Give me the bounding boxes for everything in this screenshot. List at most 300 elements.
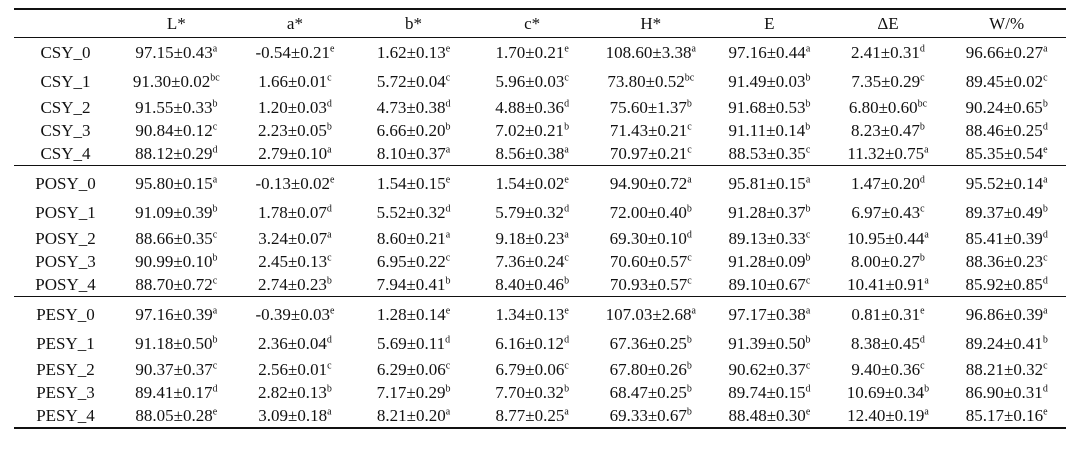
header-cell-e: E — [710, 9, 829, 38]
cell-value: 91.28±0.37 — [728, 203, 806, 222]
significance-letter: c — [1043, 72, 1048, 84]
significance-letter: d — [326, 203, 332, 215]
significance-letter: c — [212, 120, 218, 132]
cell-value: 3.09±0.18 — [258, 405, 328, 425]
cell-value: 5.52±0.32 — [376, 203, 446, 222]
cell-value: 96.86±0.39 — [965, 305, 1044, 324]
cell-value: 9.40±0.36 — [851, 359, 921, 379]
cell-value: -0.39±0.03 — [255, 305, 330, 324]
table-cell — [354, 273, 473, 297]
table-cell — [473, 330, 592, 358]
row-label: PESY_1 — [36, 334, 95, 353]
cell-value: 6.16±0.12 — [495, 334, 565, 353]
table-row — [14, 96, 1066, 119]
table-row — [14, 142, 1066, 166]
cell-value: 67.36±0.25 — [609, 334, 687, 353]
table-cell — [710, 297, 829, 331]
significance-letter: c — [920, 359, 925, 371]
significance-letter: a — [924, 228, 929, 240]
significance-letter: b — [564, 120, 570, 132]
significance-letter: b — [805, 334, 811, 346]
significance-letter: a — [924, 143, 929, 155]
cell-value: 68.47±0.25 — [609, 382, 687, 402]
cell-value: 88.46±0.25 — [965, 120, 1043, 140]
significance-letter: e — [445, 305, 451, 317]
significance-letter: c — [687, 274, 692, 286]
table-row — [14, 166, 1066, 200]
significance-letter: b — [805, 203, 811, 215]
significance-letter: c — [445, 251, 451, 263]
cell-value: 8.60±0.21 — [376, 228, 446, 248]
table-cell — [829, 358, 948, 381]
table-cell — [591, 119, 710, 142]
cell-value: 5.69±0.11 — [376, 334, 446, 353]
significance-letter: b — [445, 120, 451, 132]
table-cell — [236, 96, 355, 119]
cell-value: 97.16±0.44 — [728, 43, 806, 62]
cell-value: 1.62±0.13 — [376, 43, 446, 62]
significance-letter: b — [686, 382, 692, 394]
cell-value: 2.56±0.01 — [258, 359, 328, 379]
cell-value: 91.28±0.09 — [728, 251, 806, 271]
cell-value: 97.16±0.39 — [135, 305, 213, 324]
row-label: PESY_0 — [36, 305, 95, 324]
cell-value: 12.40±0.19 — [847, 405, 925, 425]
table-cell — [710, 68, 829, 96]
table-cell — [473, 404, 592, 428]
table-cell — [117, 68, 236, 96]
cell-value: 86.90±0.31 — [965, 382, 1043, 402]
significance-letter: c — [327, 359, 332, 371]
significance-letter: c — [445, 72, 451, 84]
cell-value: 70.97±0.21 — [609, 143, 688, 163]
significance-letter: a — [805, 43, 811, 55]
cell-value: 91.11±0.14 — [728, 120, 806, 140]
significance-letter: d — [212, 382, 218, 394]
cell-value: 85.41±0.39 — [965, 228, 1043, 248]
cell-value: 88.48±0.30 — [728, 405, 806, 425]
cell-value: 95.80±0.15 — [135, 174, 213, 193]
row-label: POSY_0 — [35, 174, 96, 193]
header-cell-delta-e: ΔE — [829, 9, 948, 38]
cell-value: 71.43±0.21 — [609, 120, 688, 140]
cell-value: 72.00±0.40 — [609, 203, 687, 222]
header-row — [14, 9, 1066, 38]
cell-value: 5.96±0.03 — [495, 72, 565, 91]
significance-letter: a — [805, 174, 811, 186]
significance-letter: c — [805, 228, 811, 240]
table-cell — [354, 358, 473, 381]
cell-value: 91.09±0.39 — [135, 203, 213, 222]
significance-letter: d — [564, 97, 570, 109]
table-cell — [829, 381, 948, 404]
table-header — [14, 9, 1066, 38]
cell-value: 94.90±0.72 — [609, 174, 688, 193]
table-cell — [236, 358, 355, 381]
significance-letter: e — [329, 305, 335, 317]
row-label: POSY_2 — [35, 228, 96, 248]
significance-letter: d — [326, 97, 332, 109]
cell-value: 8.38±0.45 — [851, 334, 920, 353]
table-cell — [117, 358, 236, 381]
significance-letter: e — [564, 43, 569, 55]
significance-letter: b — [326, 382, 332, 394]
cell-value: 89.13±0.33 — [728, 228, 806, 248]
table-cell — [829, 166, 948, 200]
table-cell — [829, 199, 948, 227]
row-label: CSY_3 — [40, 120, 91, 140]
table-cell — [947, 273, 1066, 297]
table-cell — [947, 297, 1066, 331]
significance-letter: e — [1043, 143, 1048, 155]
table-cell — [710, 250, 829, 273]
table-cell — [117, 250, 236, 273]
cell-value: 91.18±0.50 — [135, 334, 213, 353]
significance-letter: a — [1043, 174, 1048, 186]
significance-letter: a — [445, 405, 451, 417]
table-cell — [473, 38, 592, 69]
table-cell — [947, 38, 1066, 69]
significance-letter: a — [924, 405, 929, 417]
table-row — [14, 297, 1066, 331]
significance-letter: d — [445, 334, 451, 346]
table-cell — [236, 68, 355, 96]
table-cell — [947, 250, 1066, 273]
significance-letter: e — [564, 174, 569, 186]
table-cell — [117, 227, 236, 250]
header-cell-h: H* — [591, 9, 710, 38]
significance-letter: b — [212, 203, 218, 215]
table-cell — [354, 330, 473, 358]
cell-value: 70.93±0.57 — [609, 274, 688, 294]
cell-value: 2.41±0.31 — [851, 43, 920, 62]
table-cell — [829, 250, 948, 273]
cell-value: 4.88±0.36 — [495, 97, 565, 117]
cell-value: 5.72±0.04 — [376, 72, 446, 91]
significance-letter: c — [805, 359, 811, 371]
significance-letter: c — [212, 274, 218, 286]
significance-letter: e — [445, 43, 451, 55]
header-cell-c: c* — [473, 9, 592, 38]
significance-letter: c — [445, 359, 451, 371]
significance-letter: c — [687, 120, 692, 132]
row-label: POSY_4 — [14, 273, 117, 297]
significance-letter: d — [564, 203, 570, 215]
significance-letter: d — [564, 334, 570, 346]
table-cell — [354, 250, 473, 273]
table-cell — [591, 38, 710, 69]
significance-letter: d — [445, 203, 451, 215]
cell-value: 6.79±0.06 — [495, 359, 565, 379]
cell-value: 107.03±2.68 — [605, 305, 692, 324]
cell-value: 3.24±0.07 — [258, 228, 328, 248]
table-cell — [947, 330, 1066, 358]
table-cell — [829, 142, 948, 166]
cell-value: 6.97±0.43 — [851, 203, 921, 222]
significance-letter: e — [564, 305, 569, 317]
cell-value: 88.12±0.29 — [135, 143, 213, 163]
table-cell — [236, 199, 355, 227]
cell-value: 91.49±0.03 — [728, 72, 806, 91]
table-cell — [354, 297, 473, 331]
table-row — [14, 330, 1066, 358]
significance-letter: e — [445, 174, 451, 186]
cell-value: 88.66±0.35 — [135, 228, 213, 248]
table-cell — [710, 38, 829, 69]
row-label: POSY_3 — [35, 251, 96, 271]
table-cell — [236, 227, 355, 250]
table-row — [14, 404, 1066, 428]
table-cell — [354, 404, 473, 428]
significance-letter: d — [805, 382, 811, 394]
table-row — [14, 68, 1066, 96]
table-cell — [236, 119, 355, 142]
table-cell — [354, 142, 473, 166]
cell-value: 90.84±0.12 — [135, 120, 213, 140]
significance-letter: bc — [684, 72, 695, 84]
table-cell — [710, 273, 829, 297]
table-cell — [710, 358, 829, 381]
table-cell — [354, 199, 473, 227]
significance-letter: bc — [210, 72, 220, 84]
cell-value: 2.23±0.05 — [258, 120, 327, 140]
header-cell-whiteness: W/% — [947, 9, 1066, 38]
table-cell — [947, 381, 1066, 404]
significance-letter: d — [919, 174, 925, 186]
table-row — [14, 273, 1066, 297]
significance-letter: c — [687, 251, 692, 263]
cell-value: 89.41±0.17 — [135, 382, 213, 402]
header-cell-l: L* — [117, 9, 236, 38]
significance-letter: d — [326, 334, 332, 346]
significance-letter: d — [1042, 382, 1048, 394]
table-cell — [236, 38, 355, 69]
table-cell — [947, 96, 1066, 119]
row-label: POSY_1 — [35, 203, 96, 222]
table-cell — [117, 38, 236, 69]
table-cell — [947, 404, 1066, 428]
table-cell — [591, 404, 710, 428]
table-cell — [117, 166, 236, 200]
significance-letter: b — [326, 120, 332, 132]
cell-value: 2.79±0.10 — [258, 143, 328, 163]
cell-value: 1.47±0.20 — [851, 174, 920, 193]
cell-value: 89.74±0.15 — [728, 382, 806, 402]
cell-value: 10.95±0.44 — [847, 228, 925, 248]
significance-letter: b — [326, 274, 332, 286]
table-cell — [117, 330, 236, 358]
table-cell — [473, 142, 592, 166]
significance-letter: a — [212, 43, 218, 55]
significance-letter: a — [687, 174, 692, 186]
table-cell — [591, 166, 710, 200]
cell-value: 6.95±0.22 — [376, 251, 446, 271]
table-cell — [591, 227, 710, 250]
cell-value: 85.92±0.85 — [965, 274, 1043, 294]
significance-letter: b — [564, 274, 570, 286]
significance-letter: d — [1042, 274, 1048, 286]
cell-value: 75.60±1.37 — [609, 97, 687, 117]
significance-letter: c — [1043, 359, 1048, 371]
row-label: PESY_4 — [14, 404, 117, 428]
cell-value: 88.70±0.72 — [135, 274, 213, 294]
header-cell-sample — [14, 9, 117, 38]
table-cell — [591, 358, 710, 381]
significance-letter: c — [212, 359, 218, 371]
table-cell — [236, 297, 355, 331]
table-cell — [591, 199, 710, 227]
table-cell — [829, 273, 948, 297]
significance-letter: a — [327, 405, 332, 417]
cell-value: 73.80±0.52 — [607, 72, 685, 91]
cell-value: 96.66±0.27 — [965, 43, 1044, 62]
table-cell — [117, 297, 236, 331]
significance-letter: c — [564, 251, 569, 263]
header-cell-b: b* — [354, 9, 473, 38]
table-cell — [117, 142, 236, 166]
table-cell — [947, 68, 1066, 96]
significance-letter: c — [805, 274, 811, 286]
significance-letter: a — [691, 305, 696, 317]
cell-value: 8.40±0.46 — [495, 274, 565, 294]
table-cell — [591, 96, 710, 119]
table-cell — [236, 142, 355, 166]
table-cell — [117, 273, 236, 297]
significance-letter: c — [564, 359, 569, 371]
significance-letter: c — [327, 251, 332, 263]
cell-value: 90.62±0.37 — [728, 359, 806, 379]
table-cell — [947, 166, 1066, 200]
significance-letter: a — [691, 43, 696, 55]
table-row — [14, 250, 1066, 273]
significance-letter: b — [686, 97, 692, 109]
table-cell — [117, 119, 236, 142]
significance-letter: bc — [917, 97, 928, 109]
cell-value: 1.54±0.02 — [495, 174, 565, 193]
significance-letter: b — [1042, 97, 1048, 109]
cell-value: 7.02±0.21 — [495, 120, 565, 140]
table-cell — [354, 68, 473, 96]
cell-value: 6.66±0.20 — [376, 120, 446, 140]
significance-letter: b — [212, 251, 218, 263]
significance-letter: b — [212, 334, 218, 346]
significance-letter: a — [564, 405, 569, 417]
cell-value: 8.77±0.25 — [495, 405, 565, 425]
table-cell — [710, 199, 829, 227]
table-cell — [710, 330, 829, 358]
cell-value: 2.45±0.13 — [258, 251, 328, 271]
cell-value: 95.52±0.14 — [965, 174, 1044, 193]
table-cell — [591, 250, 710, 273]
significance-letter: c — [920, 72, 925, 84]
row-label: PESY_2 — [36, 359, 95, 379]
row-label: CSY_2 — [40, 97, 91, 117]
table-cell — [236, 250, 355, 273]
significance-letter: b — [1042, 203, 1048, 215]
table-cell — [117, 404, 236, 428]
table-cell — [117, 96, 236, 119]
significance-letter: a — [1043, 43, 1048, 55]
significance-letter: c — [805, 143, 811, 155]
cell-value: 91.39±0.50 — [728, 334, 806, 353]
significance-letter: b — [686, 405, 692, 417]
cell-value: 67.80±0.26 — [609, 359, 687, 379]
table-cell — [947, 199, 1066, 227]
cell-value: 89.24±0.41 — [965, 334, 1043, 353]
cell-value: 10.69±0.34 — [846, 382, 925, 402]
significance-letter: b — [805, 97, 811, 109]
significance-letter: b — [686, 359, 692, 371]
cell-value: 7.36±0.24 — [495, 251, 565, 271]
significance-letter: b — [1042, 334, 1048, 346]
table-row — [14, 199, 1066, 227]
table-cell — [710, 119, 829, 142]
table-cell — [710, 381, 829, 404]
table-cell — [947, 227, 1066, 250]
table-cell — [473, 119, 592, 142]
cell-value: 88.21±0.32 — [965, 359, 1044, 379]
cell-value: 91.30±0.02 — [132, 72, 211, 91]
table-cell — [236, 166, 355, 200]
significance-letter: e — [805, 405, 811, 417]
table-cell — [473, 227, 592, 250]
cell-value: 89.45±0.02 — [965, 72, 1044, 91]
table-cell — [591, 297, 710, 331]
cell-value: 95.81±0.15 — [728, 174, 806, 193]
table-cell — [236, 330, 355, 358]
cell-value: 69.33±0.67 — [609, 405, 687, 425]
table-cell — [473, 166, 592, 200]
table-cell — [473, 297, 592, 331]
cell-value: 6.29±0.06 — [376, 359, 446, 379]
cell-value: 97.15±0.43 — [135, 43, 213, 62]
table-body — [14, 38, 1066, 429]
cell-value: 85.17±0.16 — [965, 405, 1044, 425]
significance-letter: c — [212, 228, 218, 240]
table-cell — [947, 142, 1066, 166]
row-label: PESY_3 — [36, 382, 95, 402]
cell-value: 6.80±0.60 — [848, 97, 918, 117]
significance-letter: b — [564, 382, 570, 394]
cell-value: 90.37±0.37 — [135, 359, 213, 379]
cell-value: 8.21±0.20 — [376, 405, 446, 425]
table-row — [14, 358, 1066, 381]
significance-letter: b — [686, 203, 692, 215]
table-cell — [354, 166, 473, 200]
significance-letter: e — [212, 405, 218, 417]
cell-value: 2.36±0.04 — [258, 334, 327, 353]
table-cell — [710, 96, 829, 119]
cell-value: 88.36±0.23 — [965, 251, 1044, 271]
cell-value: 108.60±3.38 — [605, 43, 692, 62]
significance-letter: d — [686, 228, 692, 240]
significance-letter: b — [445, 382, 451, 394]
table-cell — [354, 381, 473, 404]
significance-letter: a — [327, 143, 332, 155]
cell-value: -0.13±0.02 — [255, 174, 330, 193]
cell-value: 10.41±0.91 — [847, 274, 925, 294]
significance-letter: d — [445, 97, 451, 109]
table-cell — [710, 227, 829, 250]
table-cell — [354, 38, 473, 69]
cell-value: 1.70±0.21 — [495, 43, 565, 62]
cell-value: 1.34±0.13 — [495, 305, 565, 324]
significance-letter: a — [327, 228, 332, 240]
table-cell — [236, 381, 355, 404]
table-cell — [591, 142, 710, 166]
cell-value: 89.37±0.49 — [965, 203, 1043, 222]
significance-letter: a — [1043, 305, 1048, 317]
